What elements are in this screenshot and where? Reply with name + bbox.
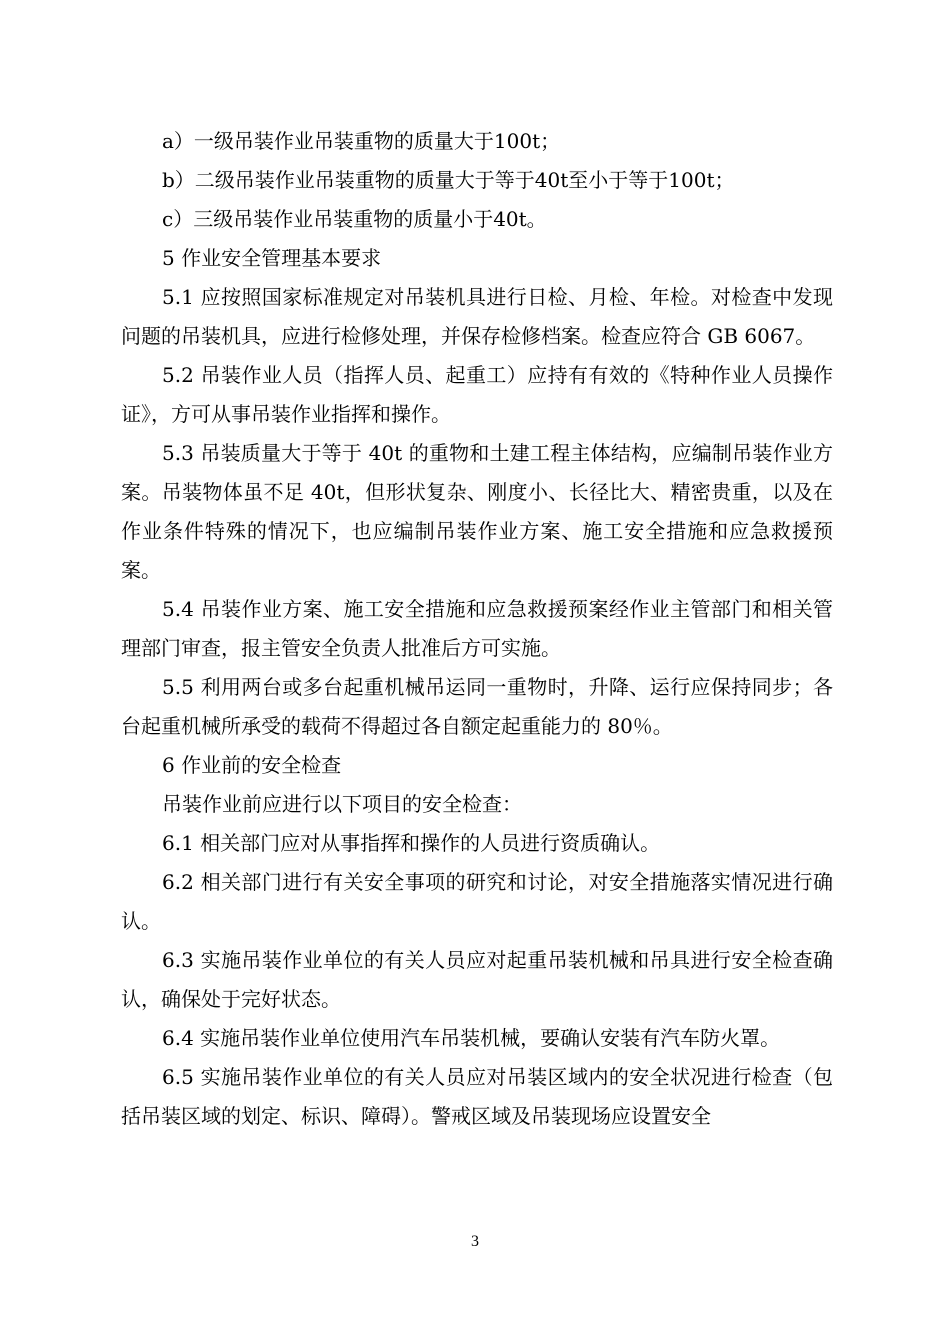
clause-6-1: 6.1 相关部门应对从事指挥和操作的人员进行资质确认。 (162, 831, 661, 855)
clause-5-5: 5.5 利用两台或多台起重机械吊运同一重物时，升降、运行应保持同步；各台起重机械所承受的载荷不得超过各自额定起重能力的 80％。 (121, 675, 833, 738)
clause-5-2: 5.2 吊装作业人员（指挥人员、起重工）应持有有效的《特种作业人员操作证》，方可从事吊装作业指挥和操作。 (121, 363, 833, 426)
section-6-intro: 吊装作业前应进行以下项目的安全检查： (162, 792, 522, 816)
list-item-level-3: c）三级吊装作业吊装重物的质量小于40t。 (162, 207, 547, 231)
section-heading-5: 5 作业安全管理基本要求 (162, 246, 382, 270)
clause-5-4: 5.4 吊装作业方案、施工安全措施和应急救援预案经作业主管部门和相关管理部门审查，报主管安全负责人批准后方可实施。 (121, 597, 833, 660)
document-body (121, 122, 833, 1136)
list-item-level-1: a）一级吊装作业吊装重物的质量大于100t； (162, 129, 561, 153)
list-item-level-2: b）二级吊装作业吊装重物的质量大于等于40t至小于等于100t； (162, 168, 735, 192)
clause-5-3: 5.3 吊装质量大于等于 40t 的重物和土建工程主体结构，应编制吊装作业方案。吊装物体虽不足 40t，但形状复杂、刚度小、长径比大、精密贵重，以及在作业条件特殊的情况下，也应编制吊装作业方案、施工安全措施和应急救援预案。 (121, 441, 833, 582)
clause-6-5: 6.5 实施吊装作业单位的有关人员应对吊装区域内的安全状况进行检查（包括吊装区域的划定、标识、障碍）。警戒区域及吊装现场应设置安全 (121, 1065, 833, 1128)
clause-6-4: 6.4 实施吊装作业单位使用汽车吊装机械，要确认安装有汽车防火罩。 (162, 1026, 781, 1050)
section-heading-6: 6 作业前的安全检查 (162, 753, 342, 777)
clause-6-2: 6.2 相关部门进行有关安全事项的研究和讨论，对安全措施落实情况进行确认。 (121, 870, 833, 933)
page-number: 3 (471, 1233, 479, 1250)
clause-5-1: 5.1 应按照国家标准规定对吊装机具进行日检、月检、年检。对检查中发现问题的吊装机具，应进行检修处理，并保存检修档案。检查应符合 GB 6067。 (121, 285, 833, 348)
clause-6-3: 6.3 实施吊装作业单位的有关人员应对起重吊装机械和吊具进行安全检查确认，确保处于完好状态。 (121, 948, 833, 1011)
